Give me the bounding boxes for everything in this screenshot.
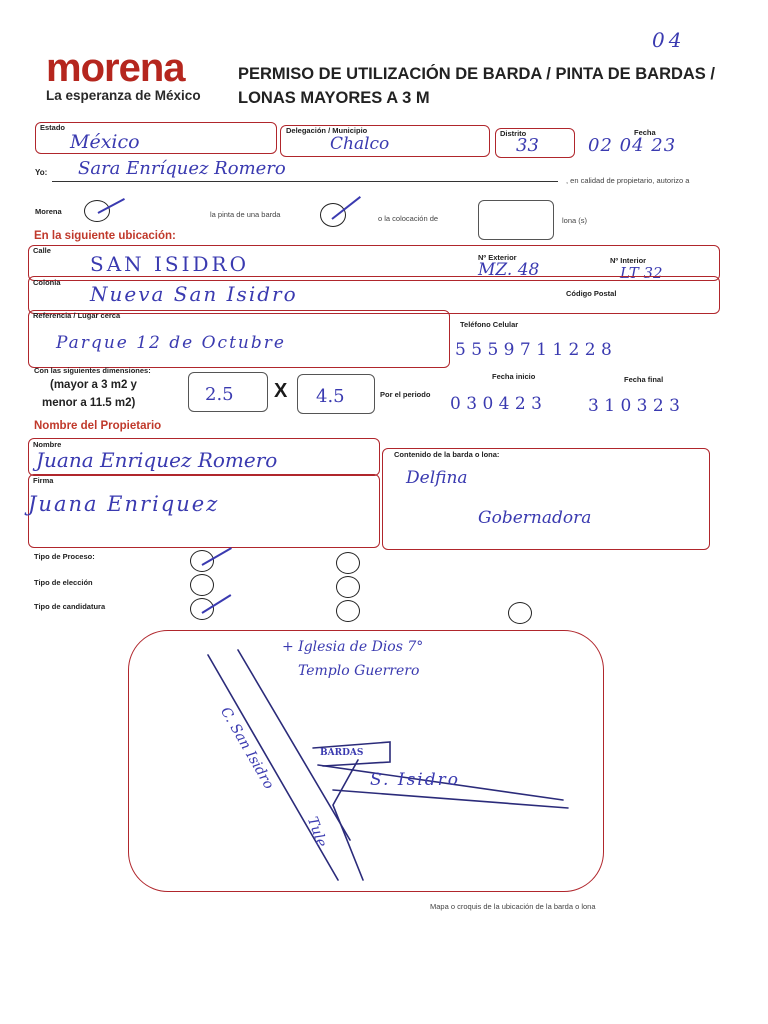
telefono-label: Teléfono Celular bbox=[460, 320, 519, 329]
lona-label: lona (s) bbox=[562, 216, 588, 225]
dim-x: X bbox=[274, 380, 288, 402]
street-line-5 bbox=[333, 790, 568, 808]
yo-underline bbox=[52, 181, 558, 182]
fecha-final-label: Fecha final bbox=[624, 375, 664, 384]
estado-label: Estado bbox=[40, 123, 66, 132]
tipo-eleccion-label: Tipo de elección bbox=[34, 578, 93, 587]
colocacion-label: o la colocación de bbox=[378, 214, 439, 223]
ubicacion-heading: En la siguiente ubicación: bbox=[34, 230, 176, 242]
map-street-2: Tule bbox=[303, 814, 330, 850]
num-interior-label: Nº Interior bbox=[610, 256, 647, 265]
num-interior-value: LT 32 bbox=[620, 264, 663, 282]
logo-tagline: La esperanza de México bbox=[46, 88, 201, 103]
referencia-label: Referencia / Lugar cerca bbox=[33, 311, 121, 320]
contenido-value-1: Delfina bbox=[406, 468, 468, 488]
page-number: 04 bbox=[652, 28, 686, 52]
mapa-caption: Mapa o croquis de la ubicación de la barda o lona bbox=[430, 902, 596, 911]
num-exterior-label: Nº Exterior bbox=[478, 253, 517, 262]
calidad-text: , en calidad de propietario, autorizo a bbox=[566, 176, 690, 185]
colonia-value: Nueva San Isidro bbox=[90, 282, 298, 306]
calle-value: SAN ISIDRO bbox=[90, 252, 249, 276]
dim-alto-value: 4.5 bbox=[316, 386, 345, 407]
proceso-radio-2[interactable] bbox=[336, 552, 360, 574]
map-street-right: S. Isidro bbox=[370, 770, 460, 790]
map-note-1: + Iglesia de Dios 7° bbox=[282, 639, 424, 655]
nombre-value: Juana Enriquez Romero bbox=[36, 448, 278, 472]
tipo-proceso-label: Tipo de Proceso: bbox=[34, 552, 95, 561]
candidatura-radio-2[interactable] bbox=[336, 600, 360, 622]
page-title: PERMISO DE UTILIZACIÓN DE BARDA / PINTA DE BARDAS / LONAS MAYORES A 3 M bbox=[238, 65, 715, 107]
pinta-radio[interactable] bbox=[320, 203, 346, 227]
delegacion-label: Delegación / Municipio bbox=[286, 126, 368, 135]
map-marker-label: BARDAS bbox=[320, 748, 364, 758]
contenido-label: Contenido de la barda o lona: bbox=[394, 450, 500, 459]
firma-label: Firma bbox=[33, 476, 54, 485]
referencia-value: Parque 12 de Octubre bbox=[56, 333, 286, 353]
fecha-final-value: 3 1 0 3 2 3 bbox=[588, 396, 680, 416]
rango-2: menor a 11.5 m2) bbox=[42, 397, 136, 409]
eleccion-radio-1[interactable] bbox=[190, 574, 214, 596]
telefono-value: 5 5 5 9 7 1 1 2 2 8 bbox=[455, 340, 612, 360]
fecha-inicio-value: 0 3 0 4 2 3 bbox=[450, 394, 542, 414]
tipo-candidatura-label: Tipo de candidatura bbox=[34, 602, 106, 611]
firma-value: Juana Enriquez bbox=[28, 492, 220, 516]
colonia-label: Colonia bbox=[33, 278, 61, 287]
calle-label: Calle bbox=[33, 246, 51, 255]
logo-morena: morena bbox=[46, 46, 185, 90]
fecha-value: 02 04 23 bbox=[588, 135, 677, 156]
codigo-postal-label: Código Postal bbox=[566, 289, 617, 298]
map-note-2: Templo Guerrero bbox=[298, 663, 420, 679]
fecha-label: Fecha bbox=[634, 128, 656, 137]
num-exterior-value: MZ. 48 bbox=[478, 260, 540, 280]
delegacion-value: Chalco bbox=[330, 134, 390, 154]
propietario-heading: Nombre del Propietario bbox=[34, 420, 162, 432]
yo-value: Sara Enríquez Romero bbox=[78, 158, 286, 179]
distrito-value: 33 bbox=[516, 135, 539, 156]
nombre-label: Nombre bbox=[33, 440, 62, 449]
dim-ancho-value: 2.5 bbox=[205, 384, 234, 405]
estado-value: México bbox=[70, 131, 140, 153]
candidatura-radio-3[interactable] bbox=[508, 602, 532, 624]
map-street-diag: C. San Isidro bbox=[217, 704, 277, 792]
lona-count-field[interactable] bbox=[478, 200, 554, 240]
yo-label: Yo: bbox=[35, 168, 48, 177]
rango-1: (mayor a 3 m2 y bbox=[50, 379, 137, 391]
por-periodo-label: Por el periodo bbox=[380, 390, 431, 399]
contenido-value-2: Gobernadora bbox=[478, 508, 592, 528]
contenido-field[interactable] bbox=[382, 448, 710, 550]
fecha-inicio-label: Fecha inicio bbox=[492, 372, 536, 381]
distrito-label: Distrito bbox=[500, 129, 527, 138]
morena-label: Morena bbox=[35, 207, 62, 216]
pinta-label: la pinta de una barda bbox=[210, 210, 281, 219]
eleccion-radio-2[interactable] bbox=[336, 576, 360, 598]
dimensiones-label: Con las siguientes dimensiones: bbox=[34, 366, 151, 375]
candidatura-radio-1[interactable] bbox=[190, 598, 214, 620]
